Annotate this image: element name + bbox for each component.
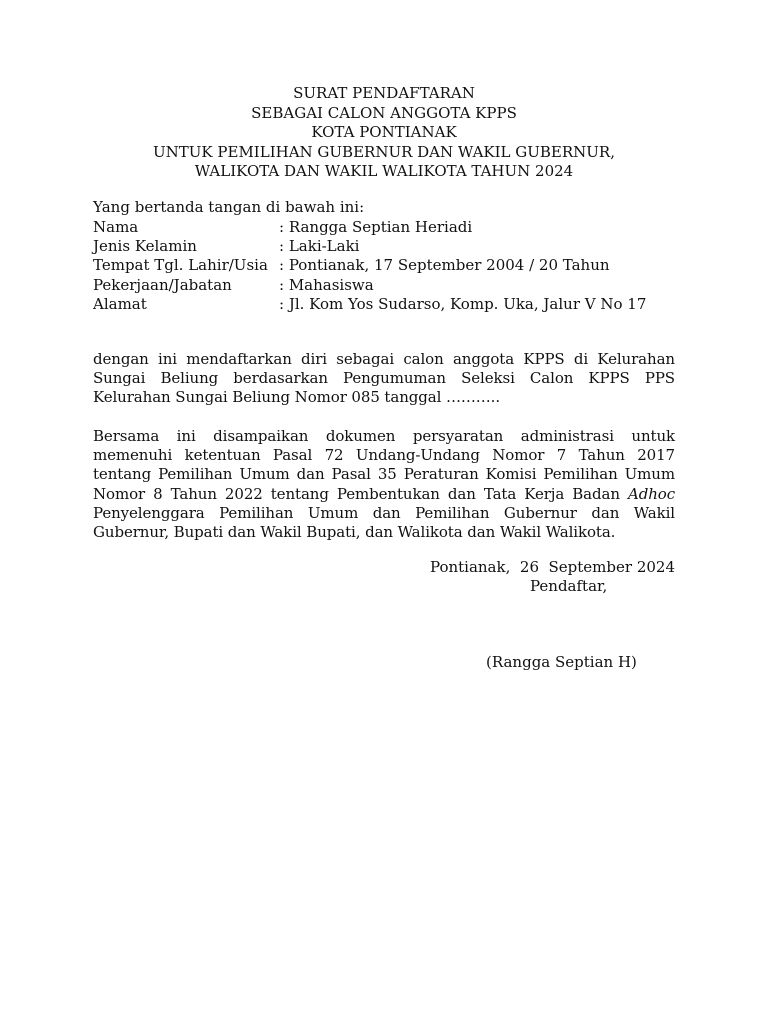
document-title <box>0 84 768 182</box>
signature-place-date: Pontianak, 26 September 2024 <box>429 558 675 576</box>
identity-table <box>93 218 693 314</box>
identity-row-tempat-tgl-lahir <box>93 256 693 275</box>
requirements-text: Penyelenggara Pemilihan Umum dan Pemilihan Gubernur dan Wakil Gubernur, Bupati dan Wakil Bupati, dan Walikota dan Wakil Walikota. <box>93 503 675 542</box>
requirements-text: Bersama ini disampaikan dokumen persyaratan administrasi untuk memenuhi ketentuan Pasal 72 Undang-Undang Nomor 7 Tahun 2017 tentang Pemilihan Umum dan Pasal 35 Peraturan Komisi Pemilihan Umum Nomor 8 Tahun 2022 tentang Pembentukan dan Tata Kerja Badan <box>93 427 675 503</box>
title-line: WALIKOTA DAN WAKIL WALIKOTA TAHUN 2024 <box>194 162 574 180</box>
registration-paragraph: dengan ini mendaftarkan diri sebagai calon anggota KPPS di Kelurahan Sungai Beliung berdasarkan Pengumuman Seleksi Calon KPPS PPS Kelurahan Sungai Beliung Nomor 085 tanggal ……….. <box>93 350 675 407</box>
identity-value: : Laki-Laki <box>279 237 360 256</box>
identity-label: Alamat <box>93 294 147 313</box>
identity-label: Nama <box>93 218 139 236</box>
title-line: KOTA PONTIANAK <box>311 123 457 141</box>
title-line: UNTUK PEMILIHAN GUBERNUR DAN WAKIL GUBERNUR, <box>153 142 615 161</box>
identity-value: : Mahasiswa <box>279 275 374 294</box>
identity-label: Tempat Tgl. Lahir/Usia <box>93 256 268 275</box>
identity-row-pekerjaan <box>93 276 693 295</box>
identity-value: : Jl. Kom Yos Sudarso, Komp. Uka, Jalur V No 17 <box>279 294 647 313</box>
title-line: SEBAGAI CALON ANGGOTA KPPS <box>251 103 517 122</box>
title-line: SURAT PENDAFTARAN <box>293 84 475 102</box>
signature-name: (Rangga Septian H) <box>486 653 637 671</box>
identity-row-nama <box>93 218 693 237</box>
opening-statement: Yang bertanda tangan di bawah ini: <box>93 198 365 216</box>
requirements-paragraph <box>93 427 675 542</box>
identity-value: : Pontianak, 17 September 2004 / 20 Tahun <box>279 256 610 275</box>
identity-row-jenis-kelamin <box>93 237 693 256</box>
requirements-italic-term: Adhoc <box>627 484 675 503</box>
identity-value: : Rangga Septian Heriadi <box>279 218 473 236</box>
identity-row-alamat <box>93 295 693 314</box>
identity-label: Pekerjaan/Jabatan <box>93 275 232 294</box>
signature-role: Pendaftar, <box>530 577 608 595</box>
identity-label: Jenis Kelamin <box>93 237 197 256</box>
